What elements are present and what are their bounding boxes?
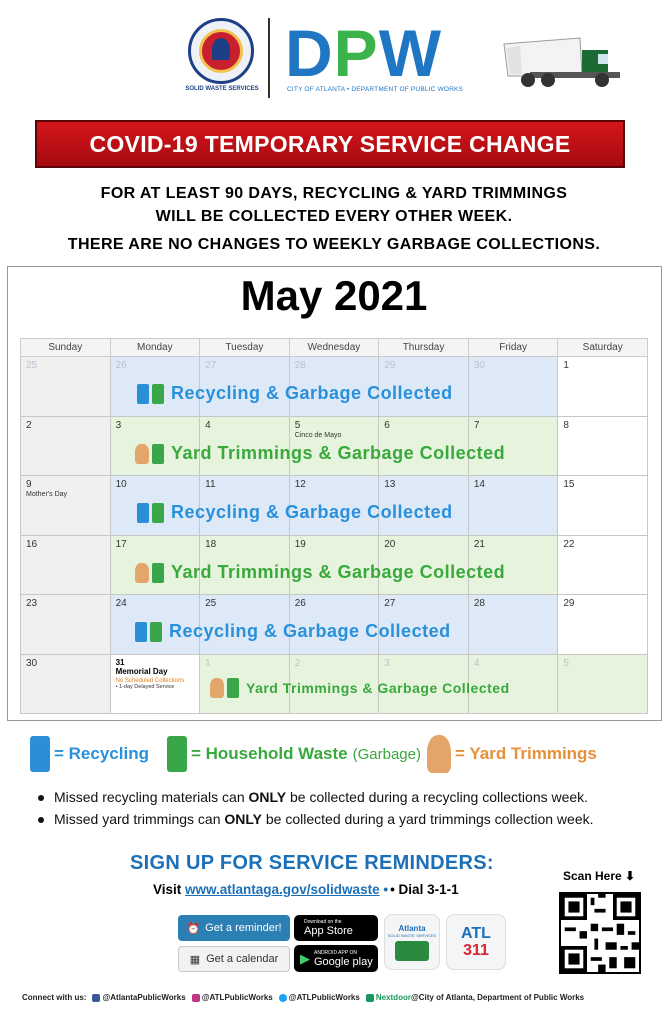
day-cell: 25 (21, 357, 111, 417)
day-cell: 6 (379, 416, 469, 476)
day-cell: 4 (200, 416, 290, 476)
day-cell: 23 (21, 595, 111, 655)
weekday-header: Friday (468, 339, 558, 357)
day-cell: 29 (379, 357, 469, 417)
day-cell: 31 Memorial Day No Scheduled Collections • 1-day Delayed Service (110, 654, 200, 714)
day-cell: 1 (200, 654, 290, 714)
garbage-bin-icon (152, 503, 164, 523)
solidwaste-link[interactable]: www.atlantaga.gov/solidwaste (185, 882, 380, 897)
footer-social (22, 993, 584, 1002)
weekday-header: Monday (110, 339, 200, 357)
day-cell: 29 (558, 595, 648, 655)
day-cell: 28 (289, 357, 379, 417)
day-cell: 14 (468, 476, 558, 536)
week-collection-label: Yard Trimmings & Garbage Collected (135, 443, 505, 464)
memorial-day-title: Memorial Day (115, 666, 168, 676)
week-collection-label: Yard Trimmings & Garbage Collected (210, 678, 510, 698)
weekday-header: Tuesday (200, 339, 290, 357)
garbage-bin-icon (152, 384, 164, 404)
garbage-bin-icon (227, 678, 239, 698)
day-cell: 5 (558, 654, 648, 714)
seal-caption: SOLID WASTE SERVICES (185, 86, 259, 92)
clock-icon: ⏰ (186, 922, 201, 935)
week-collection-label: Yard Trimmings & Garbage Collected (135, 562, 505, 583)
truck-icon (395, 941, 429, 961)
recycling-bin-icon (30, 736, 50, 772)
city-seal-logo (188, 18, 254, 84)
bullet-item: Missed yard trimmings can ONLY be collected during a yard trimmings collection week. (38, 811, 594, 827)
day-cell: 3 (110, 416, 200, 476)
get-calendar-button[interactable]: ▦ Get a calendar (178, 946, 290, 972)
atlanta-solid-waste-app-icon[interactable]: Atlanta SOLID WASTE SERVICES (384, 914, 440, 970)
nextdoor-icon (366, 994, 374, 1002)
day-cell: 20 (379, 535, 469, 595)
header-divider (268, 18, 270, 98)
dpw-subtitle: CITY OF ATLANTA • DEPARTMENT OF PUBLIC WORKS (287, 86, 464, 93)
covid-banner: COVID-19 TEMPORARY SERVICE CHANGE (35, 120, 625, 168)
garbage-bin-icon (152, 444, 164, 464)
day-cell: 2 (21, 416, 111, 476)
play-icon: ▶ (300, 950, 310, 966)
day-cell: 13 (379, 476, 469, 536)
scan-here-label: Scan Here ⬇ (563, 869, 636, 883)
day-cell: 27 (379, 595, 469, 655)
recycling-bin-icon (135, 622, 147, 642)
facebook-icon (92, 994, 100, 1002)
holiday-note: Mother's Day (26, 491, 68, 498)
day-cell: 26 (110, 357, 200, 417)
weekday-header: Wednesday (289, 339, 379, 357)
day-cell: 30 (468, 357, 558, 417)
day-cell: 25 (200, 595, 290, 655)
legend-yard: = Yard Trimmings (455, 744, 597, 763)
day-cell: 1 (558, 357, 648, 417)
twitter-link[interactable]: @ATLPublicWorks (279, 993, 360, 1002)
day-cell: 9 Mother's Day (21, 476, 111, 536)
instagram-icon (192, 994, 200, 1002)
recycling-bin-icon (137, 503, 149, 523)
day-cell: 24 (110, 595, 200, 655)
week-collection-label: Recycling & Garbage Collected (135, 621, 451, 642)
garbage-bin-icon (152, 563, 164, 583)
notice-line-2: WILL BE COLLECTED EVERY OTHER WEEK. (155, 208, 513, 225)
signup-title: SIGN UP FOR SERVICE REMINDERS: (130, 852, 494, 874)
day-cell: 8 (558, 416, 648, 476)
atl311-app-icon[interactable]: ATL 311 (446, 914, 506, 970)
legend-garbage: (Garbage) (352, 745, 421, 763)
day-cell: 28 (468, 595, 558, 655)
garbage-truck-icon (500, 30, 630, 90)
yard-bag-icon (135, 444, 149, 464)
day-cell: 21 (468, 535, 558, 595)
notice-line-3: THERE ARE NO CHANGES TO WEEKLY GARBAGE COLLECTIONS. (67, 236, 601, 253)
day-cell: 10 (110, 476, 200, 536)
weekday-header: Saturday (558, 339, 648, 357)
calendar-icon: ▦ (189, 953, 201, 966)
day-cell: 22 (558, 535, 648, 595)
instagram-link[interactable]: @ATLPublicWorks (192, 993, 273, 1002)
bullet-item: Missed recycling materials can ONLY be collected during a recycling collections week. (38, 789, 588, 805)
day-cell: 27 (200, 357, 290, 417)
day-cell: 16 (21, 535, 111, 595)
nextdoor-link[interactable]: Nextdoor@City of Atlanta, Department of Public Works (366, 993, 584, 1002)
calendar-month-title: May 2021 (240, 272, 428, 319)
visit-line: Visit www.atlantaga.gov/solidwaste • • Dial 3-1-1 (153, 882, 459, 897)
day-cell: 17 (110, 535, 200, 595)
day-cell: 11 (200, 476, 290, 536)
week-collection-label: Recycling & Garbage Collected (137, 383, 453, 404)
get-reminder-button[interactable]: ⏰ Get a reminder! (178, 915, 290, 941)
dpw-logo: DPW (285, 16, 442, 90)
day-cell: 5 Cinco de Mayo (289, 416, 379, 476)
legend-recycling: = Recycling (54, 744, 149, 763)
twitter-icon (279, 994, 287, 1002)
day-cell: 18 (200, 535, 290, 595)
garbage-bin-icon (167, 736, 187, 772)
google-play-badge[interactable]: ▶ ANDROID APP ON Google play (294, 945, 378, 972)
day-cell: 26 (289, 595, 379, 655)
day-cell: 4 (468, 654, 558, 714)
notice-line-1: FOR AT LEAST 90 DAYS, RECYCLING & YARD TRIMMINGS (100, 185, 568, 202)
connect-label: Connect with us: (22, 993, 87, 1002)
app-store-badge[interactable]: Download on the App Store (294, 915, 378, 941)
qr-code[interactable] (559, 892, 641, 974)
memorial-day-delay: • 1-day Delayed Service (115, 683, 175, 690)
holiday-note: Cinco de Mayo (294, 431, 342, 439)
recycling-bin-icon (137, 384, 149, 404)
yard-bag-icon (135, 563, 149, 583)
weekday-header: Sunday (21, 339, 111, 357)
legend-household: = Household Waste (190, 744, 348, 763)
memorial-day-note: No Scheduled Collections (115, 677, 185, 684)
day-cell: 2 (289, 654, 379, 714)
day-cell: 15 (558, 476, 648, 536)
day-cell: 30 (21, 654, 111, 714)
garbage-bin-icon (150, 622, 162, 642)
weekday-header: Thursday (379, 339, 469, 357)
yard-bag-icon (427, 735, 451, 773)
day-cell: 19 (289, 535, 379, 595)
yard-bag-icon (210, 678, 224, 698)
legend (30, 735, 597, 773)
week-collection-label: Recycling & Garbage Collected (137, 502, 453, 523)
day-cell: 3 (379, 654, 469, 714)
facebook-link[interactable]: @AtlantaPublicWorks (92, 993, 185, 1002)
day-cell: 7 (468, 416, 558, 476)
day-cell: 12 (289, 476, 379, 536)
